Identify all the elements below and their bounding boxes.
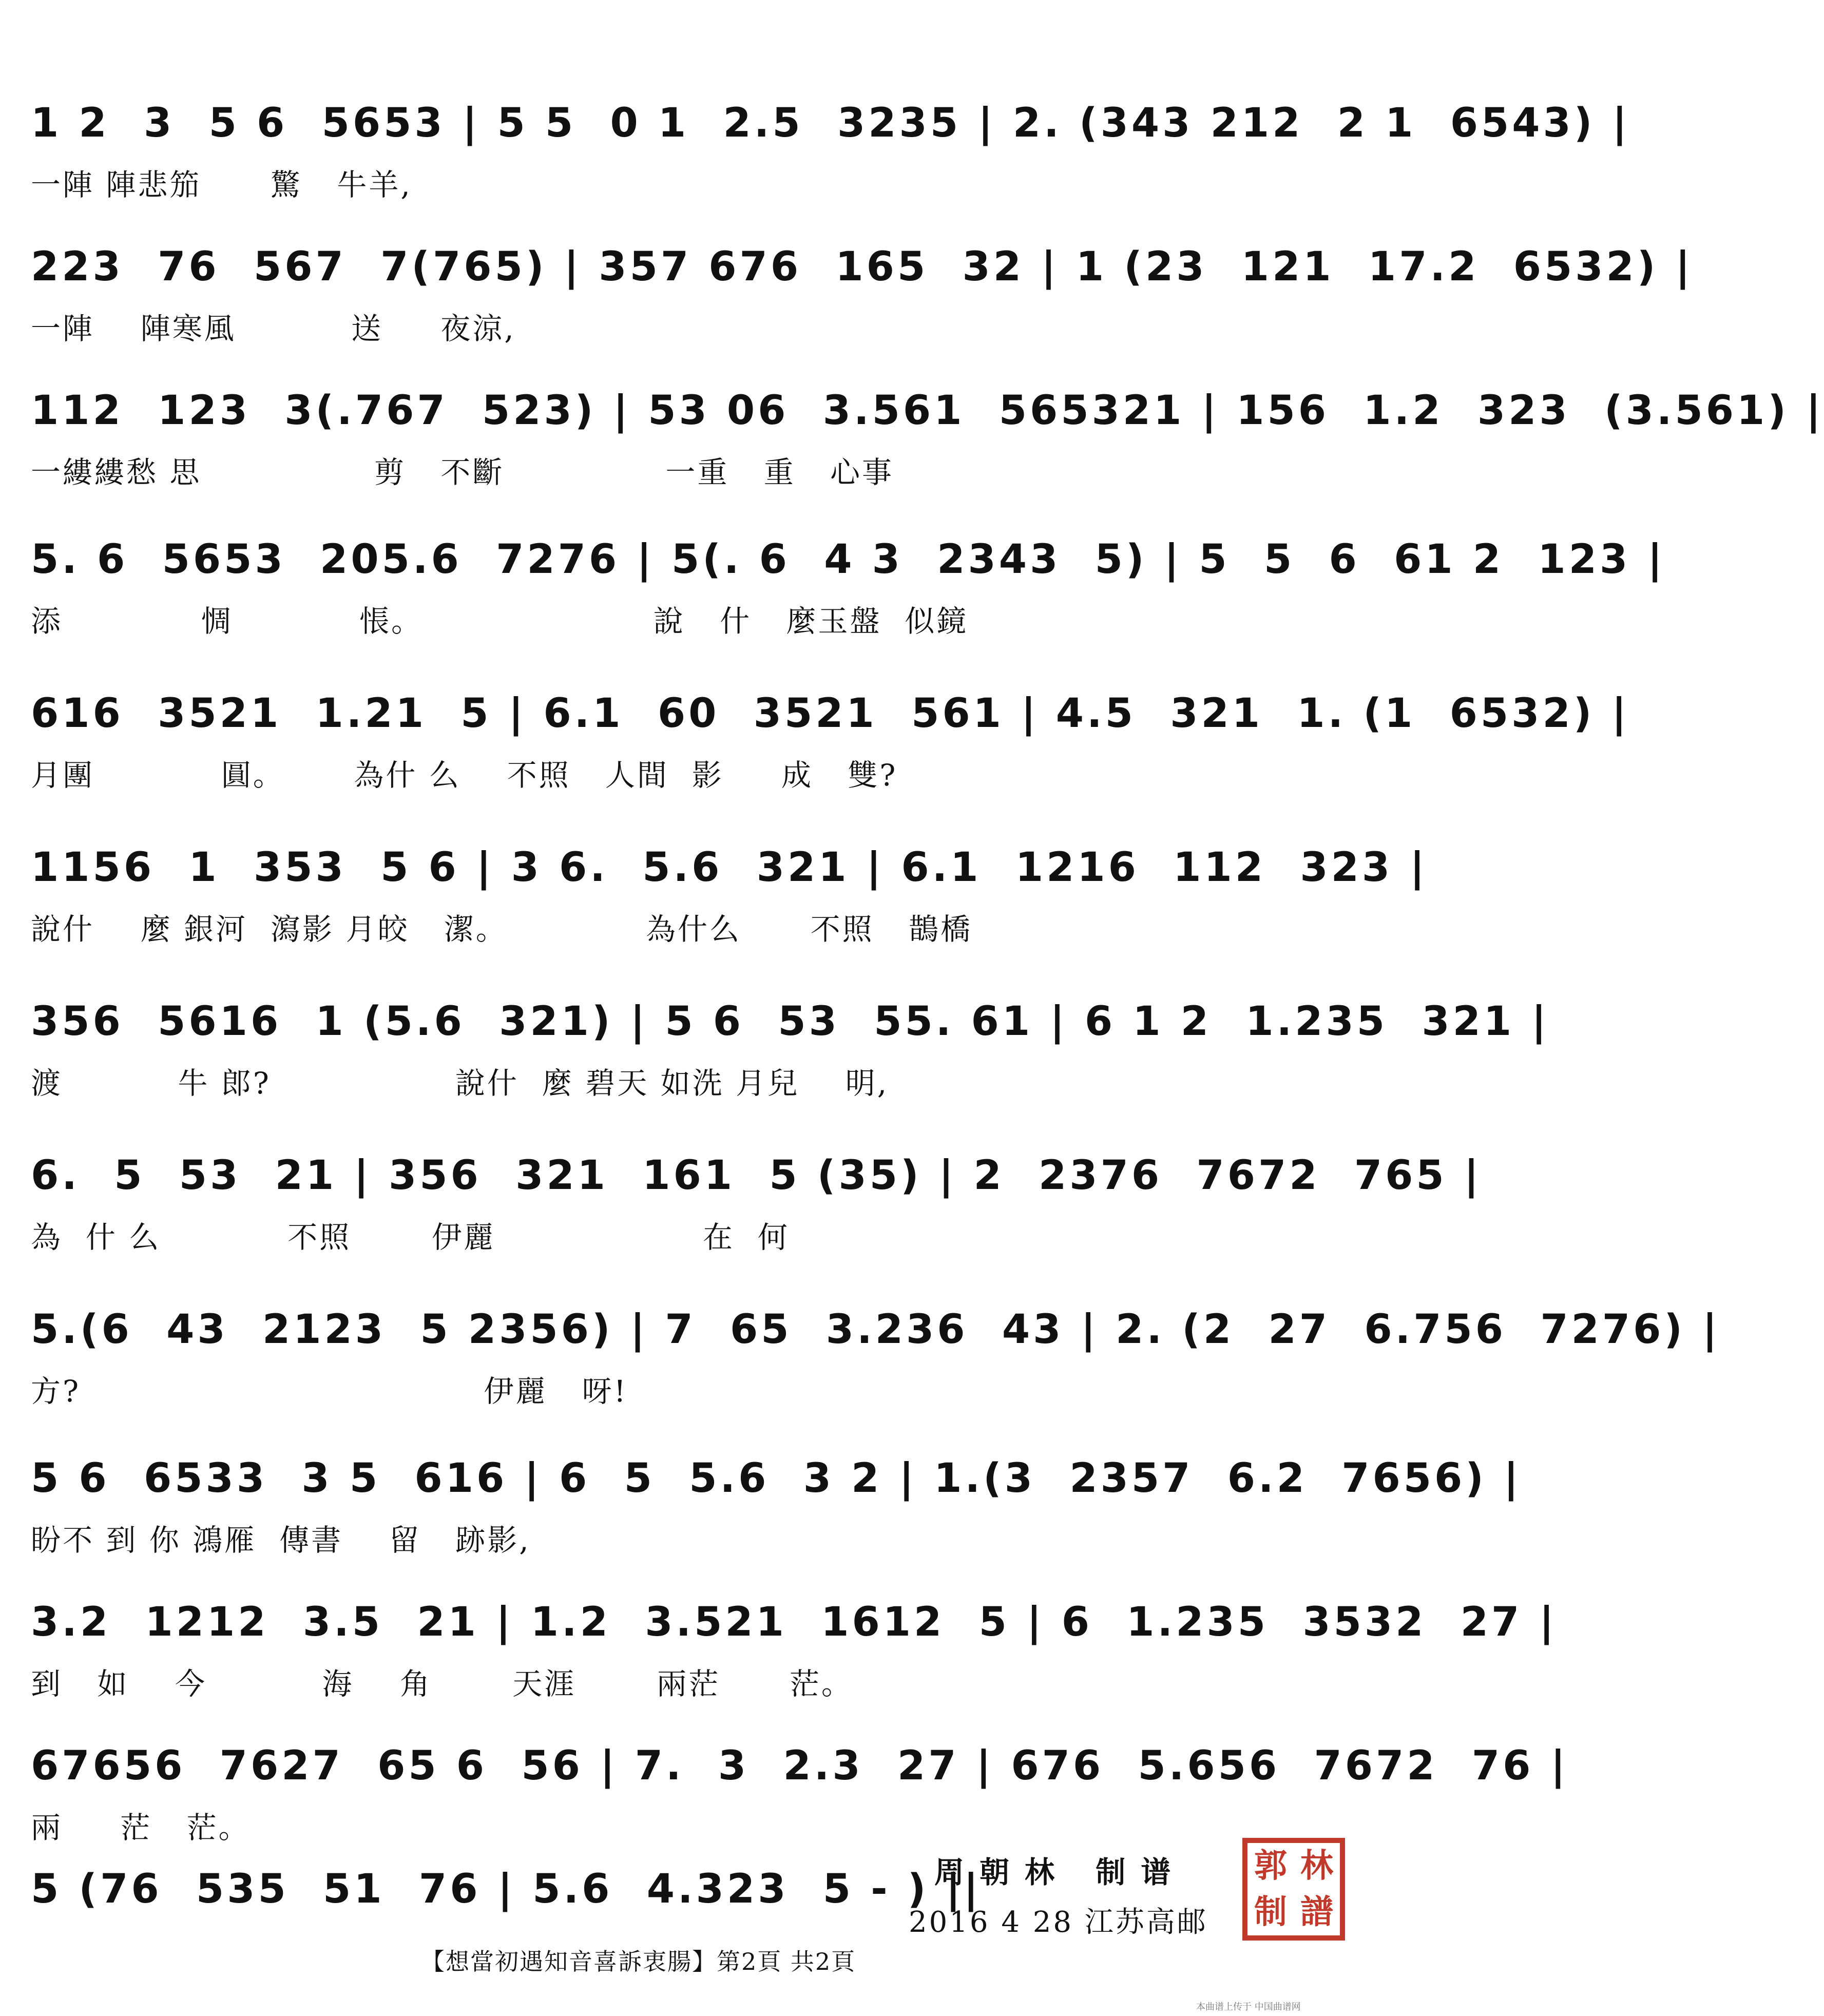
notation-line: 223 76 567 7(765) | 357 676 165 32 | 1 (23 121 17.2 6532) | xyxy=(31,244,1694,290)
date-location: 2016 4 28 江苏高邮 xyxy=(909,1906,1208,1939)
score-system xyxy=(31,513,1665,667)
score-system xyxy=(31,1129,1482,1283)
score-system xyxy=(31,364,1824,519)
notation-line: 1156 1 353 5 6 | 3 6. 5.6 321 | 6.1 1216 112 323 | xyxy=(31,844,1428,891)
lyrics-line: 說什 麼 銀河 瀉影 月皎 潔。 為什么 不照 鵲橋 xyxy=(31,912,972,947)
notation-line: 3.2 1212 3.5 21 | 1.2 3.521 1612 5 | 6 1.235 3532 27 | xyxy=(31,1599,1557,1645)
notation-line: 1 2 3 5 6 5653 | 5 5 0 1 2.5 3235 | 2. (343 212 2 1 6543) | xyxy=(31,100,1630,146)
score-system xyxy=(31,1283,1720,1437)
notation-line: 67656 7627 65 6 56 | 7. 3 2.3 27 | 676 5.656 7672 76 | xyxy=(31,1743,1569,1789)
notation-line: 5. 6 5653 205.6 7276 | 5(. 6 4 3 2343 5) | 5 5 6 61 2 123 | xyxy=(31,536,1665,583)
arranger-credit: 周朝林 制谱 xyxy=(934,1855,1186,1890)
seal-char: 林 xyxy=(1300,1847,1333,1885)
notation-line: 616 3521 1.21 5 | 6.1 60 3521 561 | 4.5 321 1. (1 6532) | xyxy=(31,690,1630,737)
seal-stamp xyxy=(1242,1838,1345,1941)
score-system xyxy=(31,221,1694,375)
notation-line: 112 123 3(.767 523) | 53 06 3.561 565321 | 156 1.2 323 (3.561) | xyxy=(31,388,1824,434)
score-system xyxy=(31,77,1630,231)
score-system xyxy=(31,1576,1557,1730)
seal-char: 郭 xyxy=(1254,1847,1287,1885)
site-watermark: 本曲谱上传于 中国曲谱网 xyxy=(1196,2002,1301,2012)
notation-line: 356 5616 1 (5.6 321) | 5 6 53 55. 61 | 6 1 2 1.235 321 | xyxy=(31,999,1549,1045)
score-system xyxy=(31,975,1549,1129)
score-system xyxy=(31,667,1630,821)
seal-char: 譜 xyxy=(1300,1893,1333,1931)
seal-char: 制 xyxy=(1254,1893,1287,1931)
notation-line: 5 (76 535 51 76 | 5.6 4.323 5 - ) || xyxy=(31,1866,982,1912)
lyrics-line: 到 如 今 海 角 天涯 兩茫 茫。 xyxy=(31,1666,853,1701)
lyrics-line: 方? 伊麗 呀! xyxy=(31,1374,628,1409)
score-system xyxy=(31,1432,1522,1586)
lyrics-line: 添 惆 悵。 說 什 麼玉盤 似鏡 xyxy=(31,604,969,639)
lyrics-line: 兩 茫 茫。 xyxy=(31,1810,251,1845)
lyrics-line: 渡 牛 郎? 說什 麼 碧天 如洗 月兒 明, xyxy=(31,1066,889,1101)
lyrics-line: 月團 圓。 為什 么 不照 人間 影 成 雙? xyxy=(31,758,898,793)
lyrics-line: 一陣 陣寒風 送 夜涼, xyxy=(31,311,516,346)
score-system xyxy=(31,821,1428,975)
lyrics-line: 為 什 么 不照 伊麗 在 何 xyxy=(31,1220,790,1255)
page-info: 【想當初遇知音喜訴衷腸】第2頁 共2頁 xyxy=(421,1948,856,1975)
notation-line: 5.(6 43 2123 5 2356) | 7 65 3.236 43 | 2. (2 27 6.756 7276) | xyxy=(31,1307,1720,1353)
lyrics-line: 盼不 到 你 鴻雁 傳書 留 跡影, xyxy=(31,1523,531,1558)
lyrics-line: 一陣 陣悲笳 驚 牛羊, xyxy=(31,167,412,202)
notation-line: 6. 5 53 21 | 356 321 161 5 (35) | 2 2376 7672 765 | xyxy=(31,1153,1482,1199)
notation-line: 5 6 6533 3 5 616 | 6 5 5.6 3 2 | 1.(3 2357 6.2 7656) | xyxy=(31,1455,1522,1502)
lyrics-line: 一縷縷愁 思 剪 不斷 一重 重 心事 xyxy=(31,455,894,490)
